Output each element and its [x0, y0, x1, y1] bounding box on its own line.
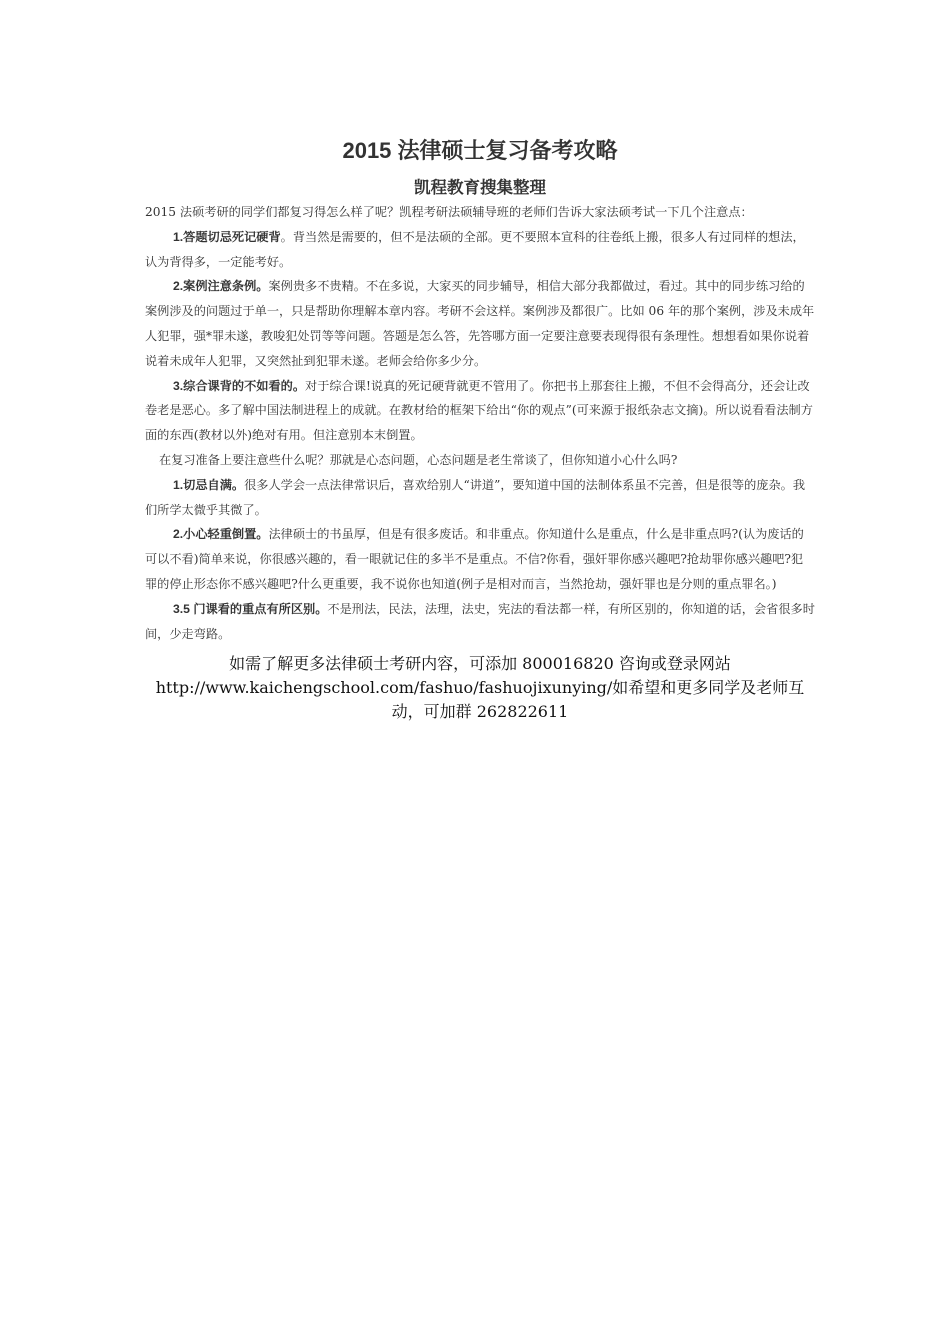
caution-text-2: 法律硕士的书虽厚，但是有很多废话。和非重点。你知道什么是重点，什么是非重点吗?(认为废话的可以不看)简单来说，你很感兴趣的，看一眼就记住的多半不是重点。不信?你看，强奸罪你感兴趣吧?抢劫罪你感兴趣吧?犯罪的停止形态你不感兴趣吧?什么更重要，我不说你也知道(例子是相对而言，当然抢劫，强奸罪也是分则的重点罪名。) [145, 527, 804, 591]
caution-lead-1: 1.切忌自满。 [173, 477, 245, 492]
intro-paragraph: 2015 法硕考研的同学们都复习得怎么样了呢？凯程考研法硕辅导班的老师们告诉大家法硕考试一下几个注意点： [145, 205, 753, 219]
point-text-2: 案例贵多不贵精。不在多说，大家买的同步辅导，相信大部分我都做过，看过。其中的同步练习给的案例涉及的问题过于单一，只是帮助你理解本章内容。考研不会这样。案例涉及都很广。比如 06 年的那个案例，涉及未成年人犯罪，强*罪未遂，教唆犯处罚等等问题。答题是怎么答，先答哪方面一定要注意要表现得很有条理性。想想看如果你说着说着未成年人犯罪，又突然扯到犯罪未遂。老师会给你多少分。 [145, 279, 815, 368]
point-lead-3: 3.综合课背的不如看的。 [173, 378, 306, 393]
caution-paragraph-2 [145, 522, 815, 596]
caution-lead-2: 2.小心轻重倒置。 [173, 527, 269, 542]
point-paragraph-1 [145, 225, 815, 275]
caution-text-3: 不是刑法，民法，法理，法史，宪法的看法都一样，有所区别的，你知道的话，会省很多时间，少走弯路。 [145, 601, 815, 641]
contact-footer: 如需了解更多法律硕士考研内容，可添加 800016820 咨询或登录网站 http://www.kaichengschool.com/fashuo/fashuojixunying/如希望和更多同学及老师互动，可加群 262822611 [155, 654, 805, 722]
point-text-3: 对于综合课!说真的死记硬背就更不管用了。你把书上那套往上搬，不但不会得高分，还会让改卷老是恶心。多了解中国法制进程上的成就。在教材给的框架下给出“你的观点”(可来源于报纸杂志文摘)。所以说看看法制方面的东西(教材以外)绝对有用。但注意别本末倒置。 [145, 378, 813, 443]
point-paragraph-3 [145, 374, 815, 448]
point-paragraph-2 [145, 274, 815, 373]
point-lead-2: 2.案例注意条例。 [173, 279, 269, 294]
point-lead-1: 1.答题切忌死记硬背 [173, 229, 281, 244]
caution-text-1: 很多人学会一点法律常识后，喜欢给别人“讲道”，要知道中国的法制体系虽不完善，但是很等的庞杂。我们所学太微乎其微了。 [145, 477, 806, 517]
point-text-1: 。背当然是需要的，但不是法硕的全部。更不要照本宣科的往卷纸上搬，很多人有过同样的想法，认为背得多，一定能考好。 [145, 229, 805, 269]
caution-paragraph-1 [145, 473, 815, 523]
page-subtitle: 凯程教育搜集整理 [414, 178, 546, 197]
caution-lead-3: 3.5 门课看的重点有所区别。 [173, 601, 328, 616]
page-title: 2015 法律硕士复习备考攻略 [342, 138, 618, 163]
transition-paragraph: 在复习准备上要注意些什么呢？那就是心态问题，心态问题是老生常谈了，但你知道小心什么吗? [159, 452, 678, 467]
article-body [145, 200, 815, 646]
caution-paragraph-3 [145, 597, 815, 647]
document-content [145, 136, 815, 724]
